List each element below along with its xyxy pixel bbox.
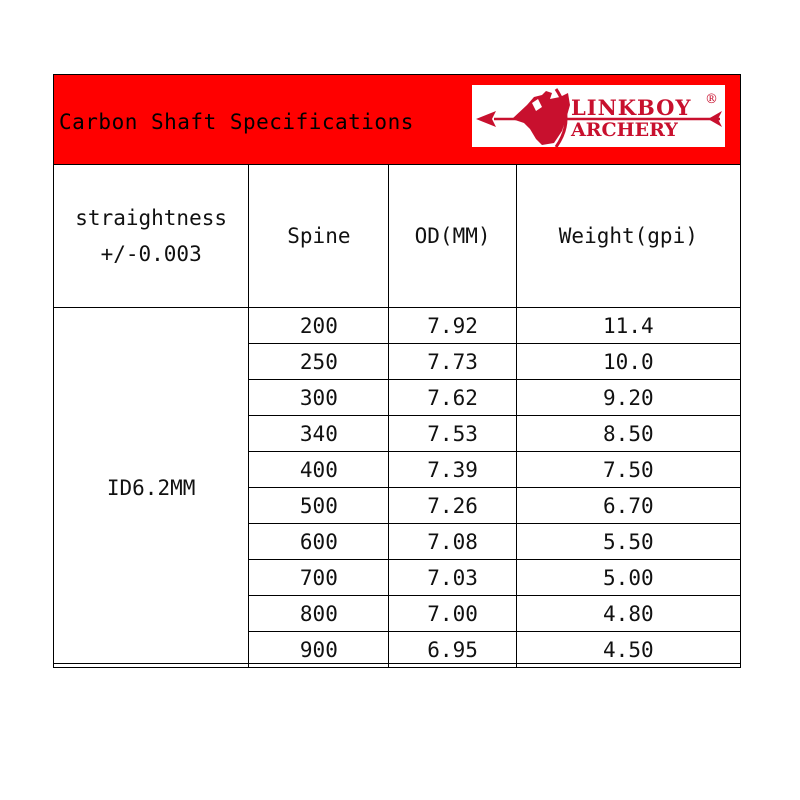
straightness-tolerance: +/-0.003 [100, 242, 202, 266]
spine-cell: 200 [249, 308, 389, 344]
straightness-header [54, 165, 249, 308]
od-cell: 7.00 [389, 596, 516, 632]
spine-header: Spine [249, 165, 389, 308]
spine-cell: 800 [249, 596, 389, 632]
weight-cell: 5.50 [516, 524, 740, 560]
table-header-row [54, 165, 741, 308]
spine-cell: 900 [249, 632, 389, 668]
inner-diameter-cell: ID6.2MM [54, 308, 249, 668]
weight-cell: 6.70 [516, 488, 740, 524]
straightness-label: straightness [75, 206, 227, 230]
spine-cell: 340 [249, 416, 389, 452]
registered-mark: ® [705, 92, 718, 107]
spine-cell: 250 [249, 344, 389, 380]
od-cell: 7.73 [389, 344, 516, 380]
spine-cell: 600 [249, 524, 389, 560]
od-cell: 7.39 [389, 452, 516, 488]
spine-cell: 700 [249, 560, 389, 596]
weight-cell: 8.50 [516, 416, 740, 452]
table-row [54, 308, 741, 344]
weight-header: Weight(gpi) [516, 165, 740, 308]
weight-cell: 5.00 [516, 560, 740, 596]
weight-cell: 4.50 [516, 632, 740, 668]
weight-cell: 4.80 [516, 596, 740, 632]
od-cell: 7.62 [389, 380, 516, 416]
od-cell: 7.03 [389, 560, 516, 596]
od-cell: 6.95 [389, 632, 516, 668]
od-cell: 7.53 [389, 416, 516, 452]
weight-cell: 9.20 [516, 380, 740, 416]
brand-name-line2: ARCHERY [571, 119, 678, 141]
weight-cell: 11.4 [516, 308, 740, 344]
spec-table [53, 164, 741, 668]
weight-cell: 10.0 [516, 344, 740, 380]
spine-cell: 300 [249, 380, 389, 416]
od-cell: 7.08 [389, 524, 516, 560]
brand-logo [472, 85, 725, 147]
od-header: OD(MM) [389, 165, 516, 308]
page-title: Carbon Shaft Specifications [59, 110, 414, 134]
weight-cell: 7.50 [516, 452, 740, 488]
spine-cell: 500 [249, 488, 389, 524]
spine-cell: 400 [249, 452, 389, 488]
od-cell: 7.26 [389, 488, 516, 524]
od-cell: 7.92 [389, 308, 516, 344]
spec-sheet [53, 74, 741, 664]
header-band [54, 75, 740, 165]
brand-name-line1: LINKBOY [571, 95, 692, 120]
